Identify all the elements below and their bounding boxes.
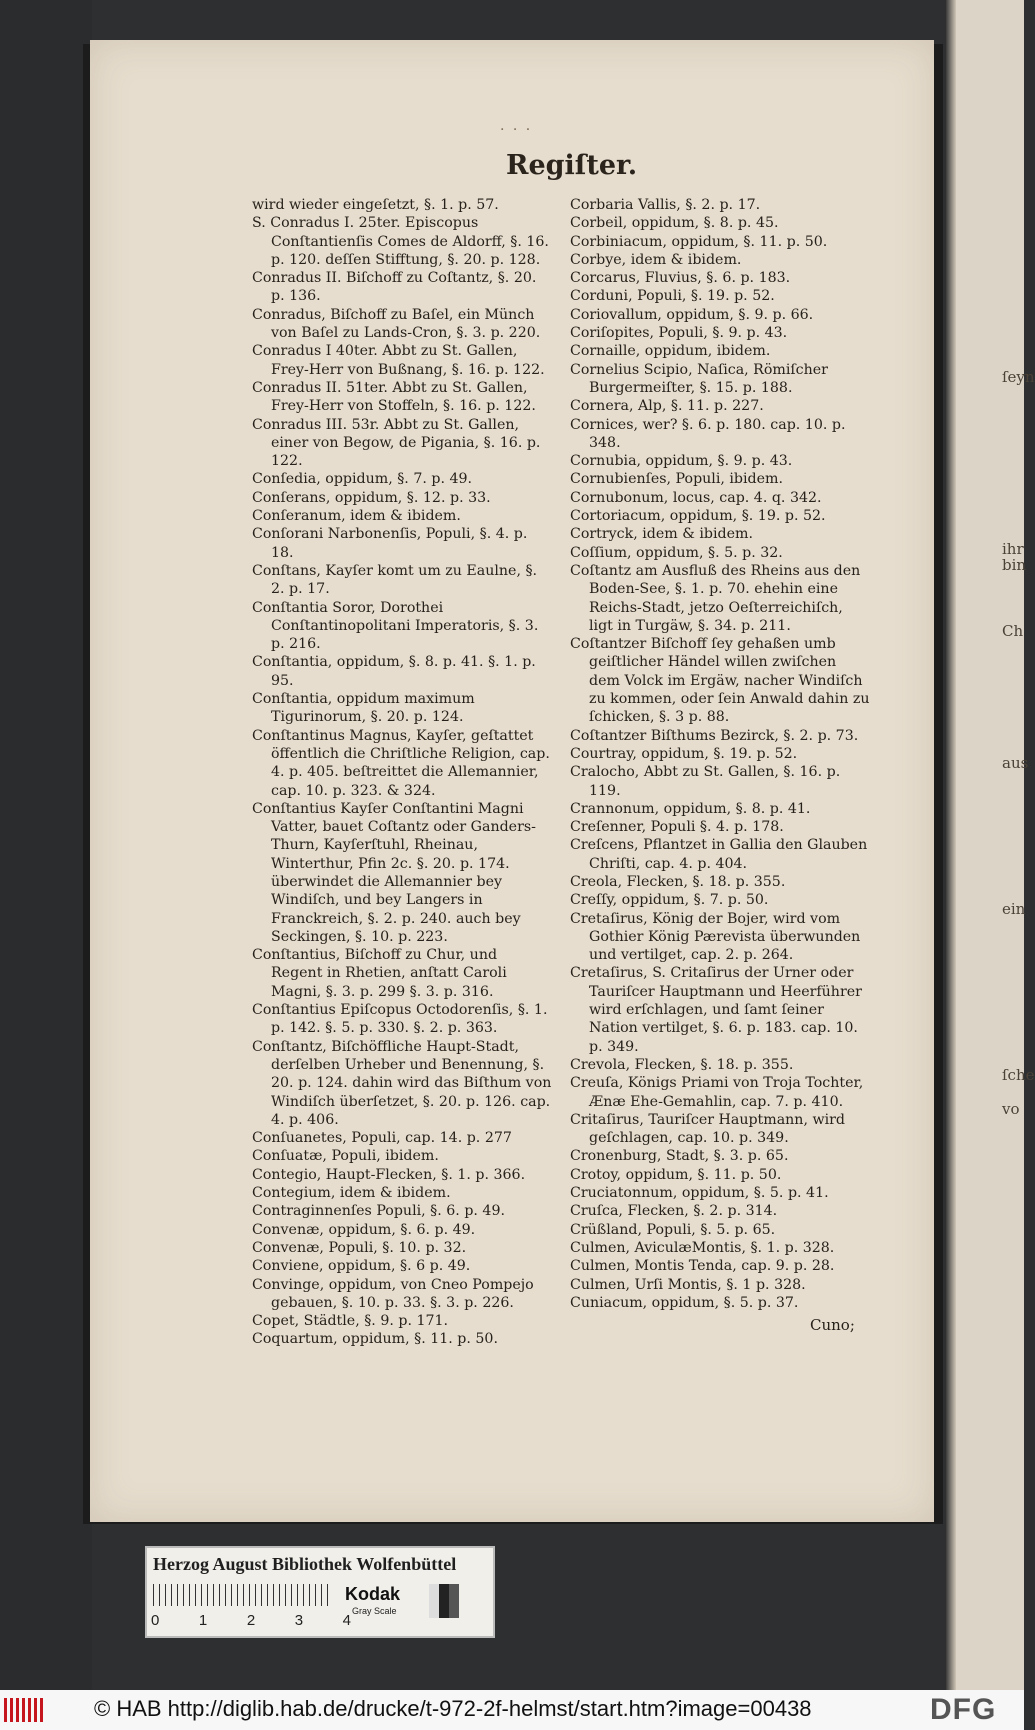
index-entry: Convenæ, oppidum, §. 6. p. 49. [252, 1221, 476, 1238]
index-entry: Coſſium, oppidum, §. 5. p. 32. [570, 544, 783, 561]
bleed-text: Ch [1002, 622, 1024, 640]
index-entry: Conſtantia, oppidum maximum Tigurinorum, §. 20. p. 124. [252, 691, 475, 726]
index-entry: Culmen, Urſi Montis, §. 1 p. 328. [570, 1276, 806, 1293]
index-entry: Conſtantinus Magnus, Kayſer, geſtattet öffentlich die Chriſtliche Religion, cap. 4. p. 405. beſtreittet die Allemannier, cap. 10. p. 323. & 324. [252, 727, 550, 799]
index-entry: Cornelius Scipio, Naſica, Römiſcher Burgermeiſter, §. 15. p. 188. [570, 361, 828, 396]
ruler-number: 2 [246, 1612, 256, 1629]
bleed-text: vo [1002, 1100, 1020, 1118]
index-entry: Critaſirus, Tauriſcer Hauptmann, wird geſchlagen, cap. 10. p. 349. [570, 1111, 846, 1147]
index-entry: Corcarus, Fluvius, §. 6. p. 183. [570, 270, 791, 287]
index-entry: Conſtantius Kayſer Conſtantini Magni Vatter, bauet Coſtantz oder Ganders-Thurn, Kayſerſtuhl, Rheinau, Winterthur, Pfin 2c. §. 20. p. 174. überwindet die Allemannier bey Windiſch, und bey Langers in Franckreich, §. 2. p. 240. auch bey Seckingen, §. 10. p. 223. [252, 800, 536, 945]
index-entry: Crüßland, Populi, §. 5. p. 65. [570, 1221, 776, 1238]
dfg-logo: DFG [930, 1693, 997, 1726]
index-entry: Culmen, AviculæMontis, §. 1. p. 328. [570, 1239, 835, 1256]
index-entry: Conſeranum, idem & ibidem. [252, 508, 461, 525]
index-entry: Conradus III. 53r. Abbt zu St. Gallen, einer von Begow, de Pigania, §. 16. p. 122. [252, 416, 541, 470]
index-entry: Coriſopites, Populi, §. 9. p. 43. [570, 325, 788, 342]
index-entry: Conradus, Biſchoff zu Baſel, ein Münch von Baſel zu Lands-Cron, §. 3. p. 220. [252, 306, 541, 342]
index-column-right [570, 196, 870, 1312]
index-entry: Corbye, idem & ibidem. [570, 251, 742, 268]
index-entry: Convinge, oppidum, von Cneo Pompejo gebauen, §. 10. p. 33. §. 3. p. 226. [252, 1276, 534, 1311]
index-entry: Coſtantzer Biſchoff ſey gehaßen umb geiſtlicher Händel willen zwiſchen dem Volck im Ergäw, nacher Windiſch zu kommen, oder ſein Anwald dahin zu ſchicken, §. 3 p. 88. [570, 636, 870, 726]
index-column-left [252, 196, 552, 1349]
index-entry: Conſuanetes, Populi, cap. 14. p. 277 [252, 1130, 512, 1147]
bleed-text: ein [1002, 900, 1026, 918]
index-entry: Crevola, Flecken, §. 18. p. 355. [570, 1056, 794, 1073]
ruler-number: 4 [342, 1612, 351, 1629]
bleed-text: ihr [1002, 540, 1024, 558]
index-entry: Conradus II. Biſchoff zu Coſtantz, §. 20. p. 136. [252, 270, 537, 305]
index-entry: Convenæ, Populi, §. 10. p. 32. [252, 1239, 467, 1256]
index-entry: Coriovallum, oppidum, §. 9. p. 66. [570, 306, 814, 323]
page-edge-shadow [946, 0, 956, 1690]
index-entry: Cornices, wer? §. 6. p. 180. cap. 10. p. 348. [570, 416, 846, 451]
index-entry: Corbeil, oppidum, §. 8. p. 45. [570, 215, 779, 232]
page-ornament: · · · [500, 122, 533, 138]
library-name: Herzog August Bibliothek Wolfenbüttel [153, 1554, 457, 1574]
index-entry: Cortoriacum, oppidum, §. 19. p. 52. [570, 508, 826, 525]
scan-background-left [0, 0, 92, 1690]
index-entry: Contegium, idem & ibidem. [252, 1185, 451, 1202]
ruler-numbers [151, 1612, 351, 1629]
index-entry: Courtray, oppidum, §. 19. p. 52. [570, 745, 798, 762]
index-entry: Corbiniacum, oppidum, §. 11. p. 50. [570, 233, 828, 250]
index-entry: Coquartum, oppidum, §. 11. p. 50. [252, 1331, 498, 1348]
index-entry: Cruſca, Flecken, §. 2. p. 314. [570, 1203, 778, 1220]
index-entry: Conſtantia Soror, Dorothei Conſtantinopolitani Imperatoris, §. 3. p. 216. [252, 599, 539, 653]
index-entry: Cretaſirus, S. Critaſirus der Urner oder Tauriſcer Hauptmann und Heerführer wird erſchlagen, und ſamt ſeiner Nation vertilget, §. 6. p. 183. cap. 10. p. 349. [570, 965, 862, 1055]
index-entry: Cornubienſes, Populi, ibidem. [570, 471, 783, 488]
index-entry: Conradus I 40ter. Abbt zu St. Gallen, Frey-Herr von Bußnang, §. 16. p. 122. [252, 343, 545, 378]
index-entry: Contegio, Haupt-Flecken, §. 1. p. 366. [252, 1166, 526, 1183]
index-entry: Cretaſirus, König der Bojer, wird vom Gothier König Pærevista überwunden und vertilget, cap. 2. p. 264. [570, 910, 861, 964]
ruler-number: 3 [294, 1612, 304, 1629]
index-entry: Cuniacum, oppidum, §. 5. p. 37. [570, 1294, 799, 1311]
index-entry: Conradus II. 51ter. Abbt zu St. Gallen, Frey-Herr von Stoffeln, §. 16. p. 122. [252, 379, 536, 415]
bleed-text: ſche [1002, 1066, 1035, 1084]
index-entry: Creſcens, Pflantzet in Gallia den Glauben Chriſti, cap. 4. p. 404. [570, 837, 868, 872]
index-entry: Creſenner, Populi §. 4. p. 178. [570, 819, 784, 836]
ruler-number: 0 [151, 1612, 160, 1629]
index-entry: Conviene, oppidum, §. 6 p. 49. [252, 1258, 471, 1275]
adjacent-page [946, 0, 1035, 1690]
index-entry: Copet, Städtle, §. 9. p. 171. [252, 1313, 449, 1330]
index-entry: Conſerans, oppidum, §. 12. p. 33. [252, 489, 491, 506]
index-entry: Conſtans, Kayſer komt um zu Eaulne, §. 2. p. 17. [252, 562, 538, 598]
index-entry: Creuſa, Königs Priami von Troja Tochter, Ænæ Ehe-Gemahlin, cap. 7. p. 410. [570, 1075, 864, 1110]
ruler-number: 1 [198, 1612, 208, 1629]
scale-ruler [153, 1584, 333, 1606]
index-entry: Crannonum, oppidum, §. 8. p. 41. [570, 800, 811, 817]
index-entry: Conſuatæ, Populi, ibidem. [252, 1148, 439, 1165]
index-entry: Cornera, Alp, §. 11. p. 227. [570, 398, 764, 415]
index-entry: Cronenburg, Stadt, §. 3. p. 65. [570, 1148, 789, 1165]
kodak-logo: Kodak [345, 1584, 401, 1604]
index-entry: Cornubia, oppidum, §. 9. p. 43. [570, 453, 793, 470]
index-entry: Corduni, Populi, §. 19. p. 52. [570, 288, 775, 305]
index-entry: Cortryck, idem & ibidem. [570, 526, 753, 543]
bleed-text: ſeyn [1002, 368, 1035, 386]
catchword: Cuno; [810, 1316, 855, 1334]
index-entry: Crotoy, oppidum, §. 11. p. 50. [570, 1166, 782, 1183]
index-entry: wird wieder eingeſetzt, §. 1. p. 57. [252, 197, 499, 213]
gray-scale-label: Gray Scale [352, 1606, 397, 1616]
index-entry: Culmen, Montis Tenda, cap. 9. p. 28. [570, 1258, 835, 1275]
index-entry: Conſorani Narbonenſis, Populi, §. 4. p. 18. [252, 526, 528, 561]
index-entry: Conſtantius, Biſchoff zu Chur, und Regent in Rhetien, anſtatt Caroli Magni, §. 3. p. 299 §. 3. p. 316. [252, 947, 507, 1000]
index-entry: Creola, Flecken, §. 18. p. 355. [570, 873, 786, 890]
index-entry: Conſtantia, oppidum, §. 8. p. 41. §. 1. p. 95. [252, 654, 536, 689]
index-entry: Contraginnenſes Populi, §. 6. p. 49. [252, 1203, 505, 1220]
index-entry: Coſtantzer Biſthums Bezirck, §. 2. p. 73. [570, 727, 859, 744]
page-heading: Regiſter. [506, 150, 638, 181]
index-entry: Cornaille, oppidum, ibidem. [570, 343, 771, 360]
index-entry: Cornubonum, locus, cap. 4. q. 342. [570, 489, 822, 506]
index-entry: Corbaria Vallis, §. 2. p. 17. [570, 197, 761, 213]
index-entry: Creſſy, oppidum, §. 7. p. 50. [570, 892, 769, 909]
index-entry: S. Conradus I. 25ter. Episcopus Conſtantienſis Comes de Aldorff, §. 16. p. 120. deſſen Stifftung, §. 20. p. 128. [252, 215, 549, 268]
source-url[interactable]: © HAB http://diglib.hab.de/drucke/t-972-2f-helmst/start.htm?image=00438 [94, 1696, 812, 1721]
index-entry: Cralocho, Abbt zu St. Gallen, §. 16. p. 119. [570, 764, 841, 799]
index-entry: Cruciatonnum, oppidum, §. 5. p. 41. [570, 1185, 829, 1202]
bleed-text: aus [1002, 754, 1029, 772]
footer-bar [0, 1690, 1024, 1730]
index-entry: Coſtantz am Ausfluß des Rheins aus den Boden-See, §. 1. p. 70. ehehin eine Reichs-Stadt, jetzo Oeſterreichiſch, ligt in Turgäw, §. 34. p. 211. [570, 562, 861, 634]
gray-swatch [429, 1584, 459, 1618]
hab-logo-icon [4, 1698, 44, 1722]
color-calibration-card [145, 1546, 495, 1638]
index-entry: Conſtantius Epiſcopus Octodorenſis, §. 1. p. 142. §. 5. p. 330. §. 2. p. 363. [252, 1002, 548, 1037]
index-entry: Conſedia, oppidum, §. 7. p. 49. [252, 471, 473, 488]
index-entry: Conſtantz, Biſchöffliche Haupt-Stadt, derſelben Urheber und Benennung, §. 20. p. 124. dahin wird das Biſthum von Windiſch überſetzet, §. 20. p. 126. cap. 4. p. 406. [252, 1038, 552, 1128]
bleed-text: bin [1002, 556, 1027, 574]
